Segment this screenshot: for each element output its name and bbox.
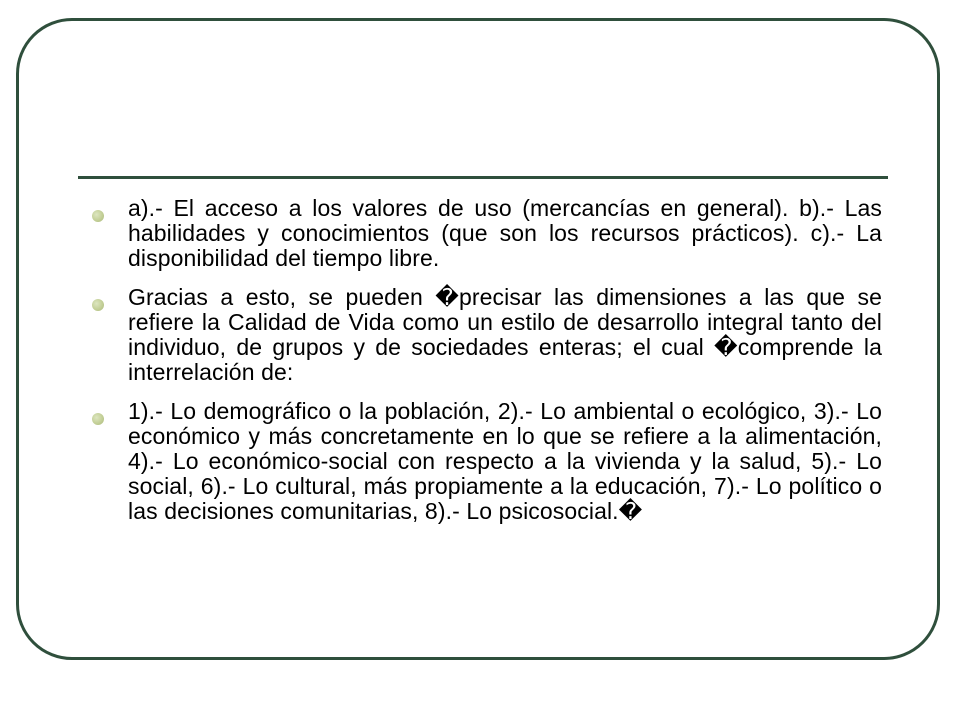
bullet-item	[90, 399, 882, 524]
title-divider	[78, 176, 888, 179]
bullet-dot-icon	[92, 210, 104, 222]
bullet-item	[90, 196, 882, 271]
bullet-text: Gracias a esto, se pueden �precisar las dimensiones a las que se refiere la Calidad de Vida como un estilo de desarrollo integral tanto del individuo, de grupos y de sociedades enteras; el cual �comprende la interrelación de:	[128, 284, 882, 385]
bullet-text: a).- El acceso a los valores de uso (mercancías en general). b).- Las habilidades y conocimientos (que son los recursos prácticos). c).- La disponibilidad del tiempo libre.	[128, 195, 882, 271]
bullet-list	[90, 196, 882, 538]
bullet-dot-icon	[92, 299, 104, 311]
bullet-item	[90, 285, 882, 385]
bullet-text: 1).- Lo demográfico o la población, 2).- Lo ambiental o ecológico, 3).- Lo económico y más concretamente en lo que se refiere a la alimentación, 4).- Lo económico-social con respecto a la vivienda y la salud, 5).- Lo social, 6).- Lo cultural, más propiamente a la educación, 7).- Lo político o las decisiones comunitarias, 8).- Lo psicosocial.�	[128, 398, 882, 524]
bullet-dot-icon	[92, 413, 104, 425]
